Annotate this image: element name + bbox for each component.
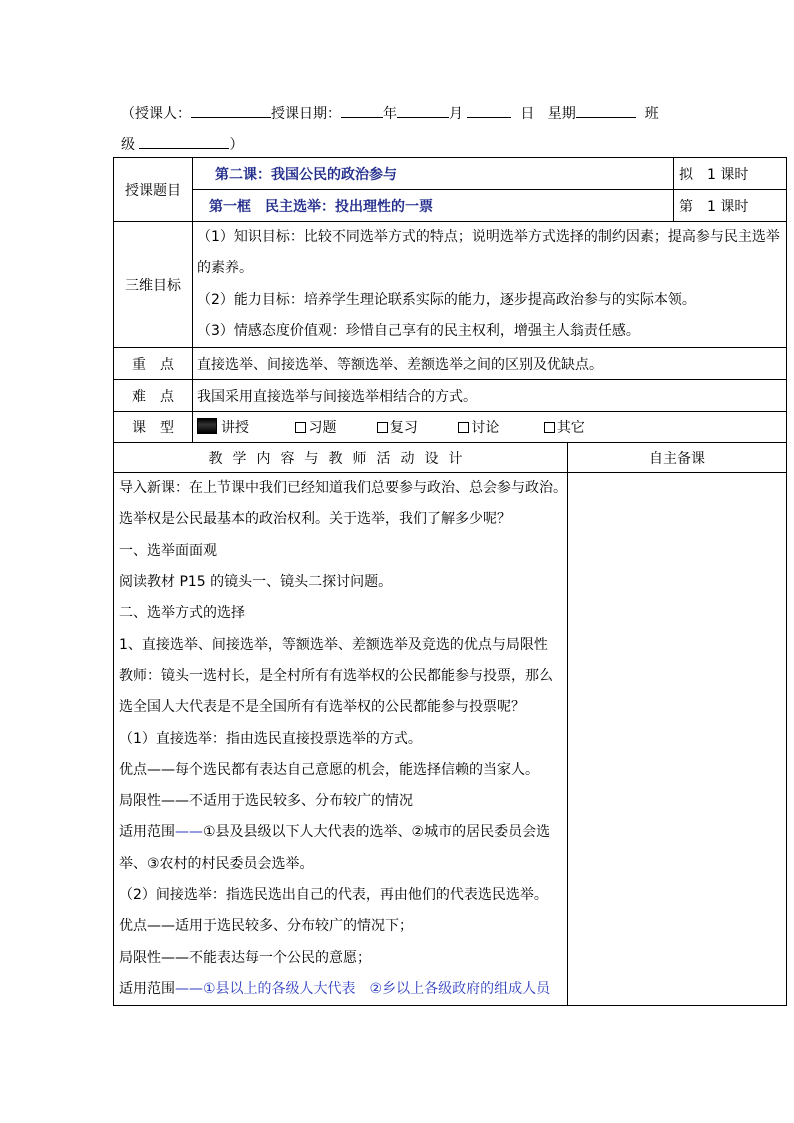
content-line: （2）间接选举：指选民选出自己的代表，再由他们的代表选民选举。 (119, 887, 548, 904)
design-header: 教学内容与教师活动设计 (114, 443, 568, 473)
grade-blank[interactable] (139, 135, 229, 149)
class-label: 班 (644, 106, 659, 122)
checkbox-review[interactable] (377, 422, 388, 433)
day-blank[interactable] (467, 104, 511, 118)
content-line: 教师：镜头一选村长，是全村所有有选举权的公民都能参与投票，那么 (119, 667, 553, 684)
prep-cell[interactable] (568, 473, 787, 1006)
date-label: 授课日期： (271, 106, 341, 122)
month-label: 月 (449, 106, 463, 122)
content-line-prefix: 适用范围 (119, 824, 175, 841)
content-line-rest: 不能表达每一个公民的意愿； (189, 949, 371, 966)
type-exercise: 习题 (308, 420, 337, 437)
content-line: 选举权是公民最基本的政治权利。关于选举，我们了解多少呢？ (119, 511, 511, 528)
type-other: 其它 (556, 420, 585, 437)
content-line: 1、直接选举、间接选举，等额选举、差额选举及竞选的优点与局限性 (119, 636, 548, 653)
goals-cell (193, 222, 787, 348)
content-line-prefix: 局限性 (119, 793, 161, 810)
topic-label: 授课题目 (114, 158, 193, 222)
lecturer-blank[interactable] (191, 104, 271, 118)
weekday-label: 星期 (547, 106, 576, 122)
content-line-dash: —— (175, 980, 203, 997)
content-line-prefix: 优点 (119, 761, 147, 778)
key-label: 重 点 (114, 348, 193, 380)
goal-ability: （2）能力目标：培养学生理论联系实际的能力，逐步提高政治参与的实际本领。 (197, 291, 696, 308)
content-line-prefix: 优点 (119, 918, 147, 935)
checked-box-icon[interactable] (197, 418, 217, 434)
header-line-1 (121, 104, 659, 122)
lecturer-label: （授课人： (121, 106, 191, 122)
content-line: 阅读教材 P15 的镜头一、镜头二探讨问题。 (119, 574, 393, 591)
plan-hours: 拟 1 课时 (674, 158, 787, 190)
content-line-rest: 每个选民都有表达自己意愿的机会，能选择信赖的当家人。 (175, 761, 539, 778)
checkbox-other[interactable] (544, 422, 555, 433)
content-line: 选全国人大代表是不是全国所有有选举权的公民都能参与投票呢？ (119, 699, 525, 716)
weekday-blank[interactable] (576, 104, 636, 118)
month-blank[interactable] (397, 104, 449, 118)
day-label: 日 (520, 106, 535, 122)
prep-header: 自主备课 (568, 443, 787, 473)
content-line-dash: —— (147, 761, 175, 778)
content-line: 举、③农村的村民委员会选举。 (119, 855, 314, 872)
goals-label: 三维目标 (114, 222, 193, 348)
content-line-rest: 不适用于选民较多、分布较广的情况 (189, 793, 413, 810)
difficulty-text: 我国采用直接选举与间接选举相结合的方式。 (193, 380, 787, 412)
frame-title: 第一框 民主选举：投出理性的一票 (193, 190, 674, 222)
content-line (119, 786, 563, 817)
content-cell (114, 473, 568, 1006)
content-line-dash: —— (161, 949, 189, 966)
content-line-rest: ①县及县级以下人大代表的选举、②城市的居民委员会选 (203, 824, 551, 841)
year-blank[interactable] (341, 104, 383, 118)
type-discuss: 讨论 (471, 420, 500, 437)
content-line-dash: —— (147, 918, 175, 935)
content-line (119, 974, 563, 1005)
content-line: （1）直接选举：指由选民直接投票选举的方式。 (119, 730, 422, 747)
key-text: 直接选举、间接选举、等额选举、差额选举之间的区别及优缺点。 (193, 348, 787, 380)
type-label: 课 型 (114, 412, 193, 443)
content-line (119, 943, 563, 974)
content-line-dash: —— (161, 793, 189, 810)
header-line-2 (121, 135, 243, 153)
header-close: ） (229, 137, 244, 153)
difficulty-label: 难 点 (114, 380, 193, 412)
content-line-rest: 适用于选民较多、分布较广的情况下； (175, 918, 413, 935)
content-line: 二、选举方式的选择 (119, 605, 245, 622)
type-review: 复习 (389, 420, 418, 437)
grade-label: 级 (121, 137, 135, 153)
content-line (119, 817, 563, 848)
content-line-prefix: 局限性 (119, 949, 161, 966)
lesson-plan-table (113, 157, 787, 1006)
checkbox-exercise[interactable] (295, 422, 306, 433)
nth-hour: 第 1 课时 (674, 190, 787, 222)
content-lines (119, 473, 567, 1005)
content-line-rest: ①县以上的各级人大代表 ②乡以上各级政府的组成人员 (203, 980, 551, 997)
type-options (193, 412, 787, 443)
year-label: 年 (383, 106, 397, 122)
content-line-dash: —— (175, 824, 203, 841)
goal-knowledge-line1: （1）知识目标：比较不同选举方式的特点；说明选举方式选择的制约因素；提高参与民主选举 (197, 229, 780, 245)
type-lecture: 讲授 (221, 420, 249, 437)
goal-knowledge-line2: 的素养。 (197, 260, 253, 277)
checkbox-discuss[interactable] (458, 422, 469, 433)
content-line: 一、选举面面观 (119, 542, 217, 559)
content-line-prefix: 适用范围 (119, 980, 175, 997)
content-line (119, 911, 563, 942)
content-line: 导入新课：在上节课中我们已经知道我们总要参与政治、总会参与政治。 (119, 480, 567, 497)
goal-attitude: （3）情感态度价值观：珍惜自己享有的民主权利，增强主人翁责任感。 (197, 322, 640, 339)
lesson-title: 第二课：我国公民的政治参与 (193, 158, 674, 190)
content-line (119, 755, 563, 786)
